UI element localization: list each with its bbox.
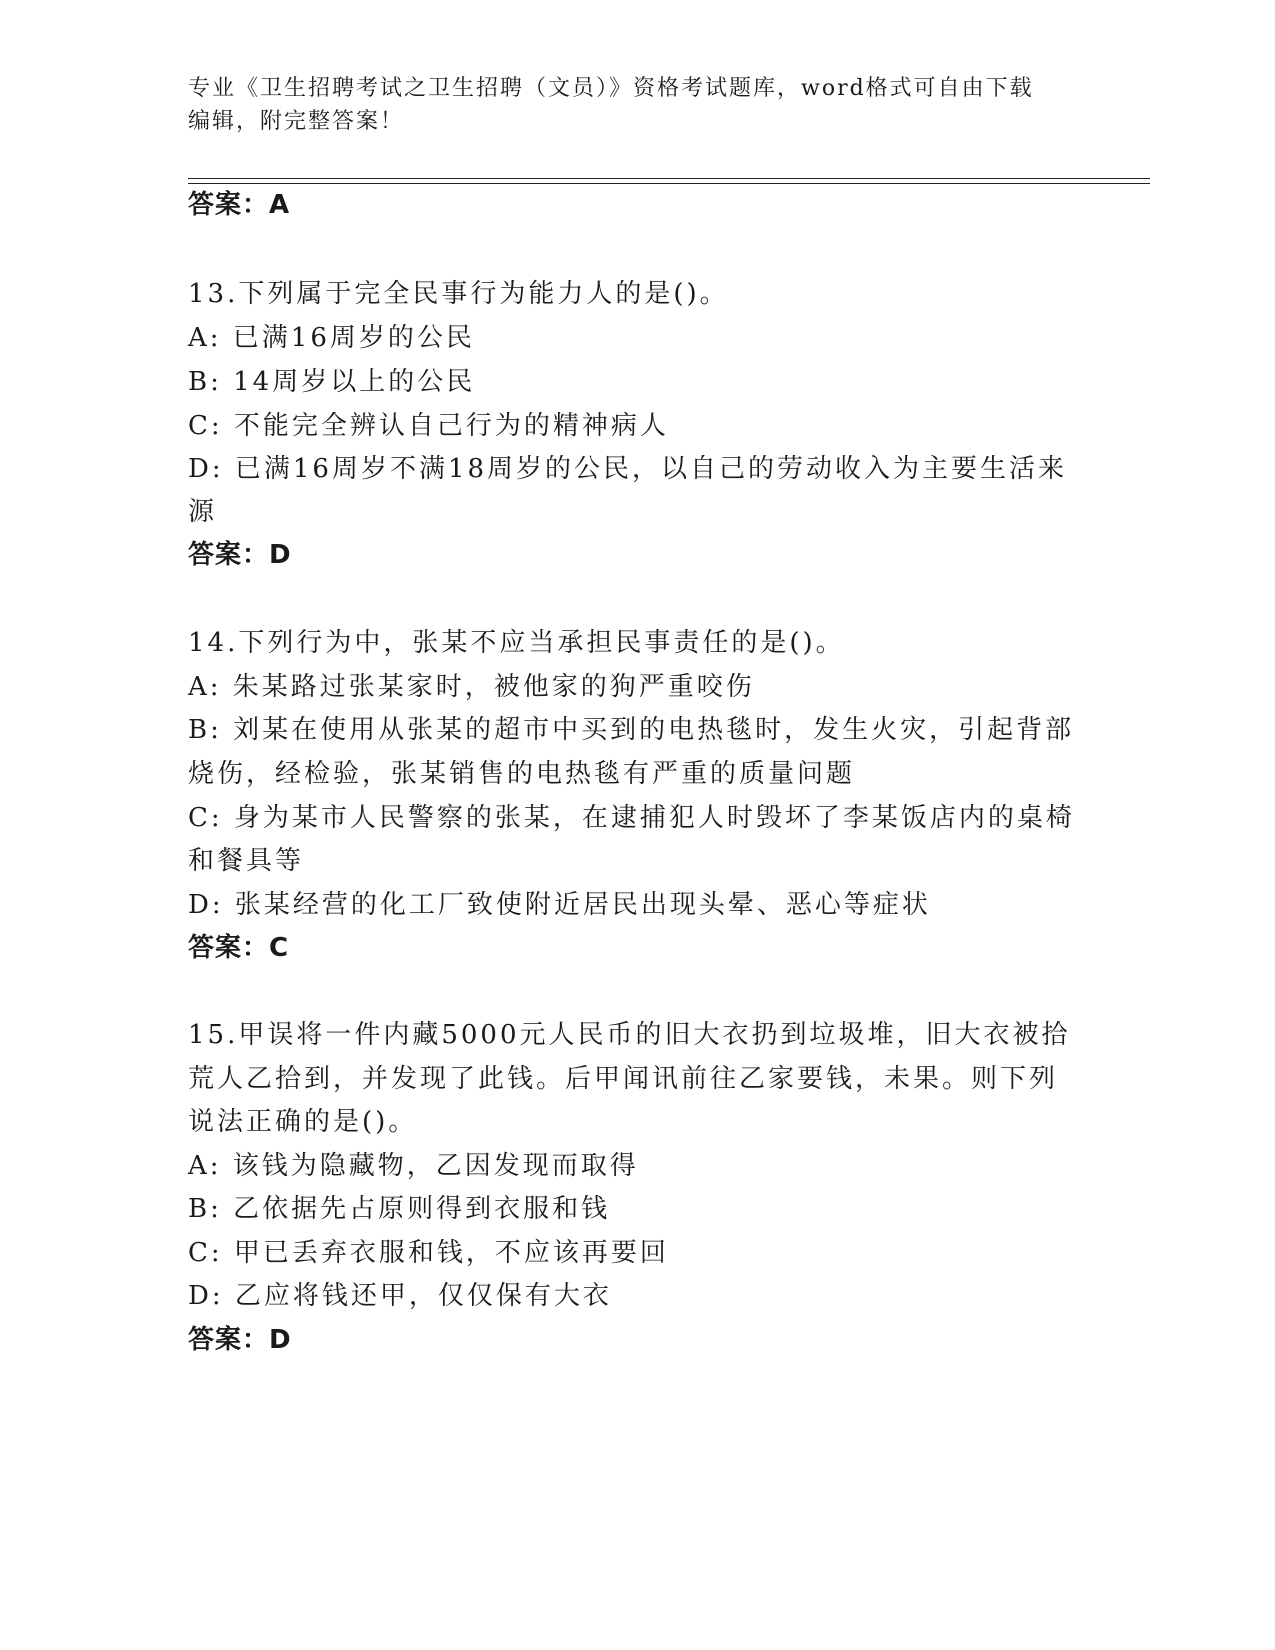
question-15-stem-cont-1: 荒人乙拾到，并发现了此钱。后甲闻讯前往乙家要钱，未果。则下列: [188, 1064, 1059, 1094]
question-14-option-c-cont: 和餐具等: [188, 846, 305, 876]
question-15-answer: 答案：D: [188, 1325, 292, 1355]
question-13-option-d: D: 已满16周岁不满18周岁的公民，以自己的劳动收入为主要生活来: [188, 454, 1068, 484]
question-14-option-b: B: 刘某在使用从张某的超市中买到的电热毯时，发生火灾，引起背部: [188, 715, 1075, 745]
question-14-option-d: D: 张某经营的化工厂致使附近居民出现头晕、恶心等症状: [188, 890, 931, 920]
question-15-option-a: A: 该钱为隐藏物，乙因发现而取得: [188, 1151, 639, 1181]
question-14-stem: 14.下列行为中，张某不应当承担民事责任的是()。: [188, 628, 845, 658]
question-13-option-b: B: 14周岁以上的公民: [188, 367, 476, 397]
question-13-stem: 13.下列属于完全民事行为能力人的是()。: [188, 279, 729, 309]
previous-answer: 答案：A: [188, 190, 291, 220]
question-14-option-c: C: 身为某市人民警察的张某，在逮捕犯人时毁坏了李某饭店内的桌椅: [188, 803, 1075, 833]
question-15-stem: 15.甲误将一件内藏5000元人民币的旧大衣扔到垃圾堆，旧大衣被拾: [188, 1020, 1071, 1050]
question-13-answer: 答案：D: [188, 540, 292, 570]
question-14-answer: 答案：C: [188, 933, 290, 963]
header-line-2: 编辑，附完整答案！: [188, 109, 405, 134]
question-13-option-d-cont: 源: [188, 497, 218, 527]
question-14-option-b-cont: 烧伤，经检验，张某销售的电热毯有严重的质量问题: [188, 759, 856, 789]
question-14-option-a: A: 朱某路过张某家时，被他家的狗严重咬伤: [188, 672, 755, 702]
question-15-option-c: C: 甲已丢弃衣服和钱，不应该再要回: [188, 1238, 669, 1268]
question-15-option-b: B: 乙依据先占原则得到衣服和钱: [188, 1194, 611, 1224]
question-15-option-d: D: 乙应将钱还甲，仅仅保有大衣: [188, 1281, 612, 1311]
question-13-option-c: C: 不能完全辨认自己行为的精神病人: [188, 411, 669, 441]
header-divider-top: [188, 178, 1150, 179]
question-15-stem-cont-2: 说法正确的是()。: [188, 1107, 418, 1137]
header-divider-bottom: [188, 183, 1150, 184]
header-line-1: 专业《卫生招聘考试之卫生招聘（文员）》资格考试题库，word格式可自由下载: [188, 76, 1034, 101]
question-13-option-a: A: 已满16周岁的公民: [188, 323, 475, 353]
document-header: [188, 72, 1068, 138]
